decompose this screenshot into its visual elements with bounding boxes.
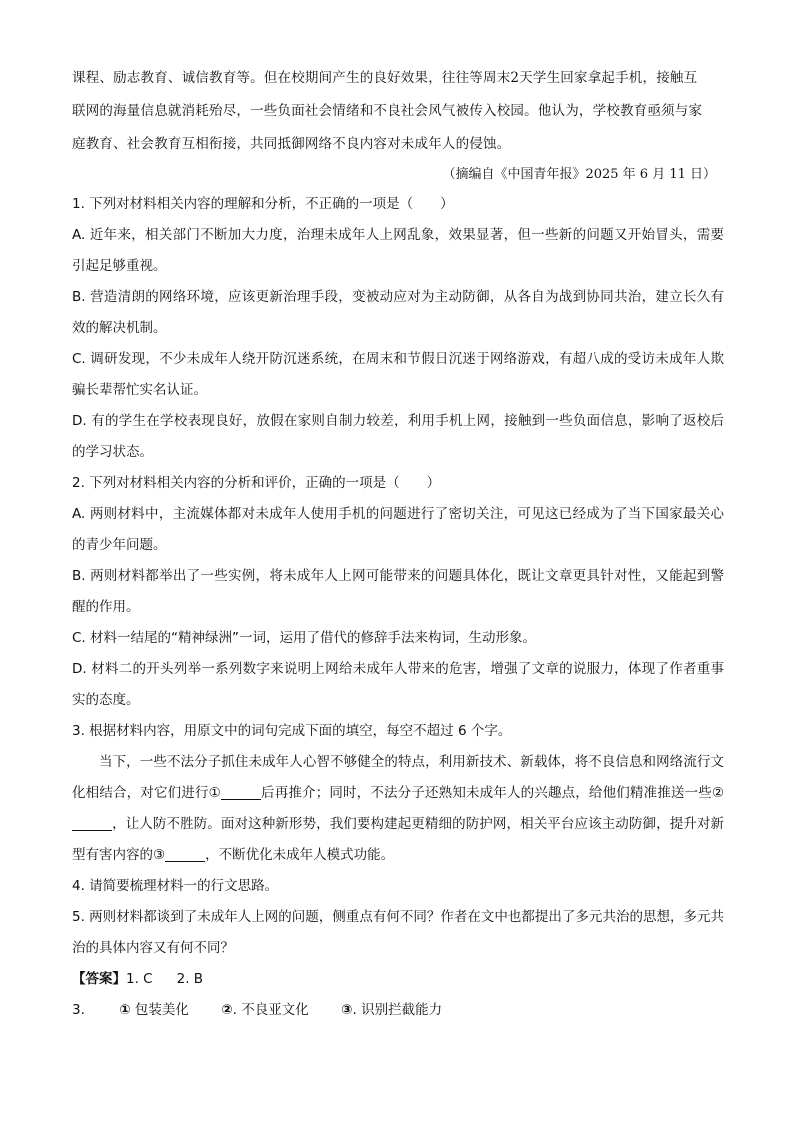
question-stem: 2. 下列对材料相关内容的分析和评价，正确的一项是（ ） — [72, 475, 441, 491]
blank-2 — [72, 817, 112, 832]
passage-line: 课程、励志教育、诚信教育等。但在校期间产生的良好效果，往往等周末2天学生回家拿起手机，接触互 — [72, 70, 698, 86]
answer-label: 【答案】 — [72, 971, 126, 987]
answer-3-mark-2: ② — [221, 1002, 233, 1018]
option-b: B. 两则材料都举出了一些实例，将未成年人上网可能带来的问题具体化，既让文章更具针对性，又能起到警醒的作用。 — [72, 568, 724, 615]
question-stem: 5. 两则材料都谈到了未成年人上网的问题，侧重点有何不同？作者在文中也都提出了多元共治的思想，多元共治的具体内容又有何不同？ — [72, 909, 724, 956]
answer-3-mark-1: ① — [119, 1002, 131, 1018]
answer-3-number: 3. — [72, 1002, 85, 1018]
answer-3-mark-3: ③ — [341, 1002, 353, 1018]
question-stem: 4. 请简要梳理材料一的行文思路。 — [72, 878, 279, 894]
option-b: B. 营造清朗的网络环境，应该更新治理手段，变被动应对为主动防御，从各自为战到协同共治，建立长久有效的解决机制。 — [72, 289, 724, 336]
passage-line: 庭教育、社会教育互相衔接，共同抵御网络不良内容对未成年人的侵蚀。 — [72, 136, 511, 152]
blank-1 — [221, 786, 261, 801]
question-2 — [72, 468, 724, 716]
fill-text: 后再推介；同时，不法分子还熟知未成年人的兴趣点，给他们精准推送一些② — [260, 785, 724, 801]
answer-3-item-2: . 不良亚文化 — [232, 1002, 309, 1018]
answer-3-item-3: . 识别拦截能力 — [352, 1002, 443, 1018]
document-page — [72, 62, 724, 1026]
fill-in-paragraph — [72, 747, 724, 871]
passage-source: （摘编自《中国青年报》2025 年 6 月 11 日） — [442, 167, 716, 182]
answer-section — [72, 964, 724, 1026]
option-a: A. 两则材料中，主流媒体都对未成年人使用手机的问题进行了密切关注，可见这已经成为了当下国家最关心的青少年问题。 — [72, 506, 724, 553]
question-4 — [72, 871, 724, 902]
fill-text: ，让人防不胜防。面对这种新形势，我们要构建起更精细的防护网，相关平台应该主动防御，提升对新型有害内容的③ — [72, 816, 724, 863]
question-3 — [72, 716, 724, 871]
answer-row-3 — [72, 995, 724, 1026]
passage-end — [72, 62, 724, 189]
fill-text: ，不断优化未成年人模式功能。 — [205, 847, 395, 863]
question-1 — [72, 189, 724, 468]
option-d: D. 材料二的开头列举一系列数字来说明上网给未成年人带来的危害，增强了文章的说服力，体现了作者重事实的态度。 — [72, 661, 724, 708]
answer-1: 1. C — [126, 971, 153, 987]
blank-3 — [165, 848, 205, 863]
answer-2: 2. B — [176, 971, 204, 987]
question-stem: 3. 根据材料内容，用原文中的词句完成下面的填空，每空不超过 6 个字。 — [72, 723, 512, 739]
passage-line: 联网的海量信息就消耗殆尽，一些负面社会情绪和不良社会风气被传入校园。他认为，学校教育亟须与家 — [72, 103, 703, 119]
option-c: C. 材料一结尾的“精神绿洲”一词，运用了借代的修辞手法来构词，生动形象。 — [72, 630, 536, 646]
question-stem: 1. 下列对材料相关内容的理解和分析，不正确的一项是（ ） — [72, 196, 454, 212]
option-c: C. 调研发现，不少未成年人绕开防沉迷系统，在周末和节假日沉迷于网络游戏，有超八成的受访未成年人欺骗长辈帮忙实名认证。 — [72, 351, 724, 398]
answer-row — [72, 964, 724, 995]
option-a: A. 近年来，相关部门不断加大力度，治理未成年人上网乱象，效果显著，但一些新的问题又开始冒头，需要引起足够重视。 — [72, 227, 724, 274]
option-d: D. 有的学生在学校表现良好，放假在家则自制力较差，利用手机上网，接触到一些负面信息，影响了返校后的学习状态。 — [72, 413, 724, 460]
answer-3-item-1: 包装美化 — [134, 1002, 189, 1018]
question-5 — [72, 902, 724, 964]
fill-text: 当下，一些不法分子抓住未成年人心智不够健全的特点，利用新技术、新载体，将不良信息和网络流行文化相结合，对它们进行① — [72, 754, 724, 801]
